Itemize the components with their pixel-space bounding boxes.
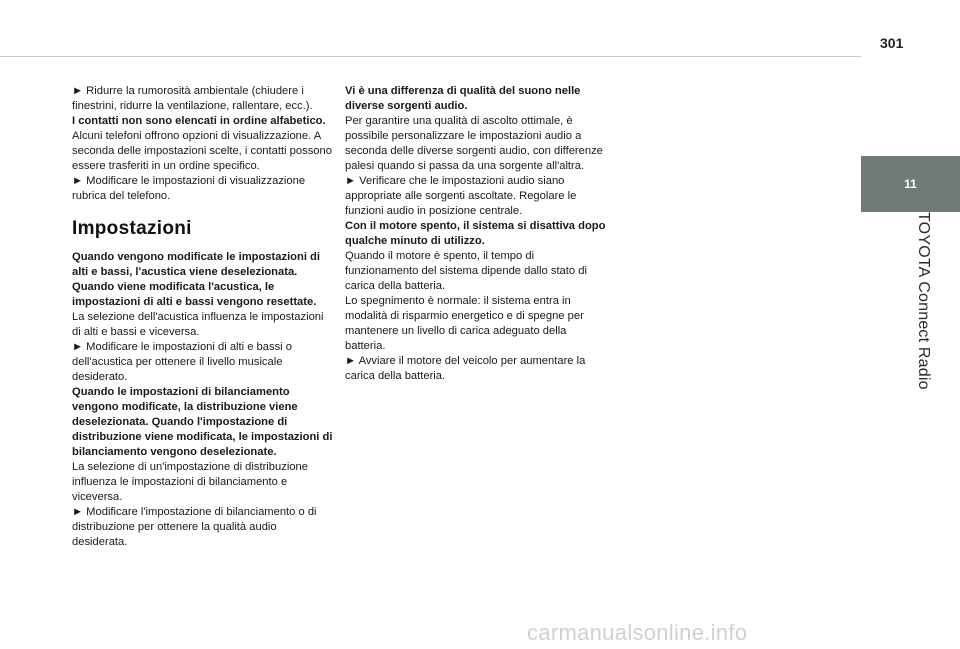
page-number: 301 xyxy=(880,35,904,51)
right-column xyxy=(345,84,607,384)
paragraph: Quando il motore è spento, il tempo di funzionamento del sistema dipende dallo stato di carica della batteria. xyxy=(345,250,587,292)
paragraph: ► Modificare l'impostazione di bilanciamento o di distribuzione per ottenere la qualità audio desiderata. xyxy=(72,506,317,548)
question-heading: Con il motore spento, il sistema si disattiva dopo qualche minuto di utilizzo. xyxy=(345,220,606,247)
watermark: carmanualsonline.info xyxy=(527,620,748,645)
chapter-title: TOYOTA Connect Radio xyxy=(915,212,932,390)
paragraph: Alcuni telefoni offrono opzioni di visualizzazione. A seconda delle impostazioni scelte, i contatti possono essere trasferiti in un ordine specifico. xyxy=(72,130,332,172)
paragraph: La selezione dell'acustica influenza le impostazioni di alti e bassi e viceversa. xyxy=(72,311,324,338)
paragraph: Per garantire una qualità di ascolto ottimale, è possibile personalizzare le impostazioni audio a seconda delle diverse sorgenti audio, con differenze palesi quando si passa da una sorgente all'altra. xyxy=(345,115,603,172)
question-heading: Vi è una differenza di qualità del suono nelle diverse sorgenti audio. xyxy=(345,85,581,112)
header-divider xyxy=(0,56,861,57)
paragraph: Lo spegnimento è normale: il sistema entra in modalità di risparmio energetico e di spegne per mantenere un livello di carica adeguato della batteria. xyxy=(345,295,584,352)
paragraph: ► Verificare che le impostazioni audio siano appropriate alle sorgenti ascoltate. Regolare le funzioni audio in posizione centrale. xyxy=(345,175,577,217)
question-heading: I contatti non sono elencati in ordine alfabetico. xyxy=(72,115,326,127)
chapter-tab xyxy=(861,156,960,212)
paragraph: ► Modificare le impostazioni di alti e bassi o dell'acustica per ottenere il livello musicale desiderato. xyxy=(72,341,293,383)
paragraph: ► Avviare il motore del veicolo per aumentare la carica della batteria. xyxy=(345,355,586,382)
paragraph: ► Modificare le impostazioni di visualizzazione rubrica del telefono. xyxy=(72,175,306,202)
chapter-number: 11 xyxy=(904,177,917,191)
question-heading: Quando vengono modificate le impostazioni di alti e bassi, l'acustica viene deselezionata. Quando viene modificata l'acustica, le impostazioni di alti e bassi vengono resettate. xyxy=(72,251,321,308)
section-heading: Impostazioni xyxy=(72,218,192,239)
paragraph: ► Ridurre la rumorosità ambientale (chiudere i finestrini, ridurre la ventilazione, rallentare, ecc.). xyxy=(72,85,313,112)
left-column xyxy=(72,84,334,550)
question-heading: Quando le impostazioni di bilanciamento vengono modificate, la distribuzione viene deselezionata. Quando l'impostazione di distribuzione viene modificata, le impostazioni di bilanciamento vengono deselezionate. xyxy=(72,386,333,458)
paragraph: La selezione di un'impostazione di distribuzione influenza le impostazioni di bilanciamento e viceversa. xyxy=(72,461,308,503)
